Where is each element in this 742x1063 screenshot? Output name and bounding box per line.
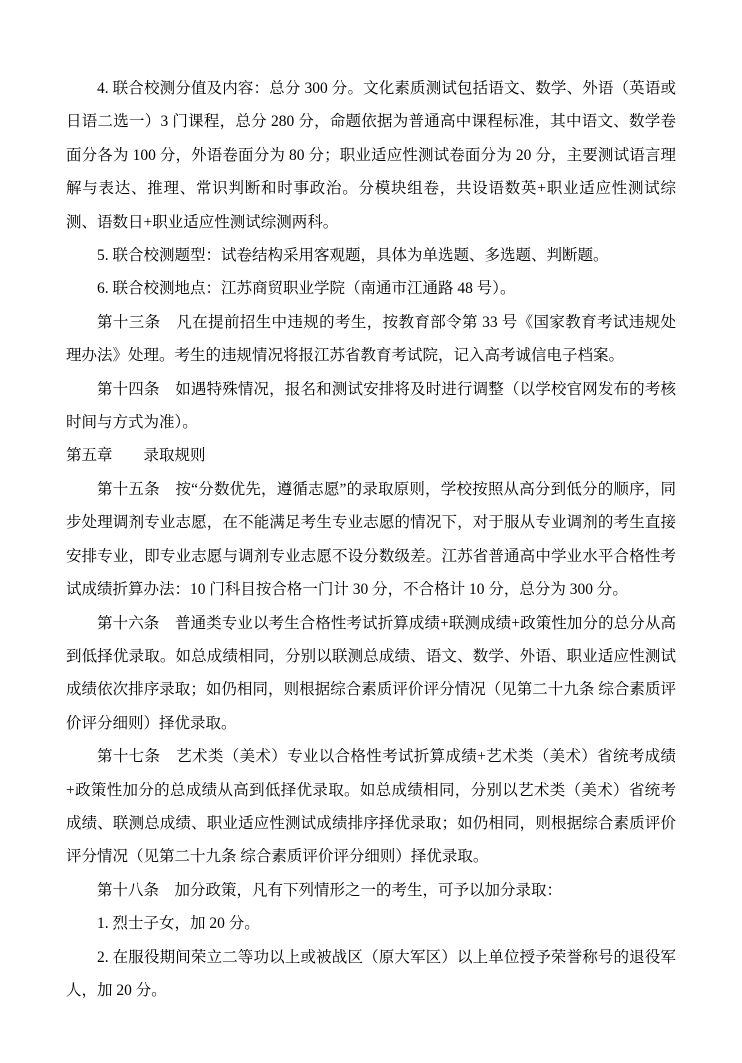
paragraph-article-15: 第十五条 按“分数优先，遵循志愿”的录取原则，学校按照从高分到低分的顺序，同步处理调剂专业志愿，在不能满足考生专业志愿的情况下，对于服从专业调剂的考生直接安排专业，即专业志愿与调剂专业志愿不设分数级差。江苏省普通高中学业水平合格性考试成绩折算办法：10 门科目按合格一门计 30 分，不合格计 10 分，总分为 300 分。: [66, 480, 676, 599]
paragraph-bonus-item-2-veterans: 2. 在服役期间荣立二等功以上或被战区（原大军区）以上单位授予荣誉称号的退役军人，加 20 分。: [66, 948, 676, 999]
paragraph-article-18: 第十八条 加分政策，凡有下列情形之一的考生，可予以加分录取：: [97, 881, 563, 899]
paragraph-article-17: 第十七条 艺术类（美术）专业以合格性考试折算成绩+艺术类（美术）省统考成绩+政策性加分的总成绩从高到低择优录取。如总成绩相同，分别以艺术类（美术）省统考成绩、联测总成绩、职业适应性测试成绩排序择优录取；如仍相同，则根据综合素质评价评分情况（见第二十九条 综合素质评价评分细则）择优录取。: [66, 748, 676, 866]
paragraph-article-13: 第十三条 凡在提前招生中违规的考生，按教育部令第 33 号《国家教育考试违规处理办法》处理。考生的违规情况将报江苏省教育考试院，记入高考诚信电子档案。: [66, 313, 676, 365]
chapter-5-heading: 第五章 录取规则: [66, 447, 206, 465]
paragraph-item-5-joint-test-question-type: 5. 联合校测题型：试卷结构采用客观题，具体为单选题、多选题、判断题。: [97, 247, 609, 265]
paragraph-item-4-joint-test-score-content: 4. 联合校测分值及内容：总分 300 分。文化素质测试包括语文、数学、外语（英语或日语二选一）3 门课程，总分 280 分，命题依据为普通高中课程标准，其中语文、数学卷面分各为 100 分，外语卷面分为 80 分；职业适应性测试卷面分为 20 分，主要测试语言理解与表达、推理、常识判断和时事政治。分模块组卷，共设语数英+职业适应性测试综测、语数日+职业适应性测试综测两科。: [66, 80, 676, 231]
paragraph-bonus-item-1-martyr-children: 1. 烈士子女，加 20 分。: [97, 915, 260, 933]
paragraph-item-6-joint-test-location: 6. 联合校测地点：江苏商贸职业学院（南通市江通路 48 号）。: [97, 280, 516, 298]
paragraph-article-16: 第十六条 普通类专业以考生合格性考试折算成绩+联测成绩+政策性加分的总分从高到低择优录取。如总成绩相同，分别以联测总成绩、语文、数学、外语、职业适应性测试成绩依次排序录取；如仍相同，则根据综合素质评价评分情况（见第二十九条 综合素质评价评分细则）择优录取。: [66, 614, 676, 732]
paragraph-article-14: 第十四条 如遇特殊情况，报名和测试安排将及时进行调整（以学校官网发布的考核时间与方式为准）。: [66, 380, 676, 432]
